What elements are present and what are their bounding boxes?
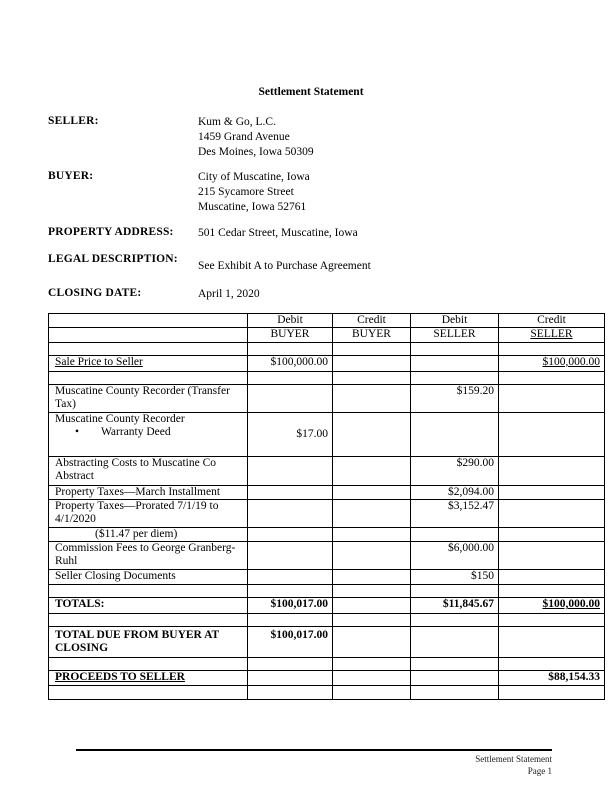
row-label: Sale Price to Seller <box>49 356 248 372</box>
header-buyer-2: BUYER <box>333 328 411 343</box>
table-row <box>49 542 605 570</box>
spacer-cell <box>499 658 605 671</box>
credit-seller-cell <box>499 542 605 570</box>
credit-buyer-cell <box>333 542 411 570</box>
proceeds-empty <box>333 671 411 686</box>
spacer-cell <box>333 585 411 598</box>
row-label: Property Taxes—Prorated 7/1/19 to 4/1/2020 <box>49 500 248 528</box>
spacer-cell <box>499 614 605 627</box>
header-buyer-1: BUYER <box>248 328 333 343</box>
debit-buyer-cell <box>248 486 333 500</box>
row-label: Seller Closing Documents <box>49 570 248 585</box>
spacer-cell <box>499 585 605 598</box>
spacer-cell <box>333 614 411 627</box>
footer-title: Settlement Statement <box>475 754 552 764</box>
spacer-row <box>49 658 605 671</box>
page-footer <box>475 753 552 777</box>
table-row <box>49 356 605 372</box>
table-row <box>49 457 605 486</box>
row-label: ($11.47 per diem) <box>49 528 248 542</box>
debit-seller-cell: $2,094.00 <box>411 486 499 500</box>
debit-buyer-cell: $100,000.00 <box>248 356 333 372</box>
spacer-cell <box>499 686 605 700</box>
credit-buyer-cell <box>333 500 411 528</box>
row-label: Abstracting Costs to Muscatine Co Abstract <box>49 457 248 486</box>
header-seller-1: SELLER <box>411 328 499 343</box>
debit-buyer-cell <box>248 457 333 486</box>
legal-description-label: LEGAL DESCRIPTION: <box>48 253 178 265</box>
buyer-street: 215 Sycamore Street <box>198 186 294 198</box>
seller-value <box>198 115 314 160</box>
table-row <box>49 570 605 585</box>
credit-seller-cell <box>499 486 605 500</box>
buyer-label: BUYER: <box>48 170 94 182</box>
spacer-row <box>49 585 605 598</box>
credit-seller-cell <box>499 413 605 457</box>
bullet-item <box>55 426 243 439</box>
debit-buyer-cell <box>248 500 333 528</box>
spacer-cell <box>248 585 333 598</box>
seller-label: SELLER: <box>48 115 99 127</box>
totals-debit-buyer: $100,017.00 <box>248 598 333 614</box>
debit-buyer-cell <box>248 385 333 413</box>
property-address-value: 501 Cedar Street, Muscatine, Iowa <box>198 227 358 239</box>
spacer-cell <box>499 343 605 356</box>
proceeds-label: PROCEEDS TO SELLER <box>49 671 248 686</box>
debit-buyer-cell <box>248 528 333 542</box>
credit-seller-cell: $100,000.00 <box>499 356 605 372</box>
spacer-cell <box>248 343 333 356</box>
seller-city: Des Moines, Iowa 50309 <box>198 146 314 158</box>
credit-seller-cell <box>499 385 605 413</box>
total-due-debit-buyer: $100,017.00 <box>248 627 333 658</box>
spacer-cell <box>411 343 499 356</box>
header-row-debit-credit <box>49 314 605 328</box>
header-seller-2 <box>499 328 605 343</box>
legal-description-value: See Exhibit A to Purchase Agreement <box>198 260 371 272</box>
row-label: Commission Fees to George Granberg-Ruhl <box>49 542 248 570</box>
debit-buyer-cell <box>248 542 333 570</box>
spacer-cell <box>248 614 333 627</box>
total-due-empty <box>333 627 411 658</box>
buyer-name: City of Muscatine, Iowa <box>198 171 310 183</box>
spacer-cell <box>49 686 248 700</box>
spacer-cell <box>411 585 499 598</box>
total-due-row <box>49 627 605 658</box>
buyer-city: Muscatine, Iowa 52761 <box>198 201 307 213</box>
totals-label: TOTALS: <box>49 598 248 614</box>
spacer-cell <box>411 372 499 385</box>
spacer-cell <box>248 372 333 385</box>
spacer-cell <box>333 343 411 356</box>
spacer-cell <box>248 686 333 700</box>
debit-seller-cell: $150 <box>411 570 499 585</box>
seller-street: 1459 Grand Avenue <box>198 131 290 143</box>
buyer-value <box>198 170 310 215</box>
row-label-cell <box>49 413 248 457</box>
bullet-icon: • <box>75 426 80 438</box>
debit-seller-cell: $3,152.47 <box>411 500 499 528</box>
debit-buyer-cell: $17.00 <box>248 413 333 457</box>
header-row-party <box>49 328 605 343</box>
totals-debit-seller: $11,845.67 <box>411 598 499 614</box>
debit-seller-cell <box>411 356 499 372</box>
header-blank <box>49 314 248 328</box>
totals-credit-buyer <box>333 598 411 614</box>
table-row <box>49 486 605 500</box>
credit-seller-cell <box>499 500 605 528</box>
debit-buyer-cell <box>248 570 333 585</box>
table-row <box>49 385 605 413</box>
spacer-cell <box>411 658 499 671</box>
spacer-cell <box>499 372 605 385</box>
debit-seller-cell <box>411 413 499 457</box>
table-row <box>49 528 605 542</box>
closing-date-label: CLOSING DATE: <box>48 287 142 299</box>
header-credit-buyer: Credit <box>333 314 411 328</box>
debit-seller-cell: $159.20 <box>411 385 499 413</box>
footer-page-number: Page 1 <box>527 766 552 776</box>
proceeds-empty <box>248 671 333 686</box>
debit-seller-cell: $290.00 <box>411 457 499 486</box>
spacer-cell <box>411 614 499 627</box>
spacer-cell <box>49 343 248 356</box>
proceeds-row <box>49 671 605 686</box>
spacer-cell <box>49 585 248 598</box>
spacer-row <box>49 614 605 627</box>
credit-seller-cell <box>499 570 605 585</box>
credit-buyer-cell <box>333 528 411 542</box>
spacer-row <box>49 372 605 385</box>
spacer-cell <box>333 658 411 671</box>
seller-name: Kum & Go, L.C. <box>198 116 276 128</box>
header-blank-2 <box>49 328 248 343</box>
credit-seller-cell <box>499 457 605 486</box>
spacer-cell <box>411 686 499 700</box>
proceeds-credit-seller: $88,154.33 <box>499 671 605 686</box>
spacer-cell <box>333 686 411 700</box>
debit-seller-cell: $6,000.00 <box>411 542 499 570</box>
settlement-table <box>48 313 605 700</box>
total-due-empty <box>411 627 499 658</box>
spacer-cell <box>49 372 248 385</box>
row-label: Muscatine County Recorder <box>55 413 185 425</box>
table-row <box>49 500 605 528</box>
spacer-row <box>49 343 605 356</box>
header-seller-2-text: SELLER <box>530 328 573 340</box>
credit-buyer-cell <box>333 385 411 413</box>
closing-date-value: April 1, 2020 <box>198 288 260 300</box>
header-credit-seller: Credit <box>499 314 605 328</box>
totals-credit-seller: $100,000.00 <box>499 598 605 614</box>
credit-buyer-cell <box>333 356 411 372</box>
total-due-label: TOTAL DUE FROM BUYER AT CLOSING <box>49 627 248 658</box>
row-label: Property Taxes—March Installment <box>49 486 248 500</box>
property-address-label: PROPERTY ADDRESS: <box>48 226 174 238</box>
document-title: Settlement Statement <box>258 86 364 98</box>
total-due-empty <box>499 627 605 658</box>
totals-row <box>49 598 605 614</box>
header-debit-buyer: Debit <box>248 314 333 328</box>
credit-buyer-cell <box>333 413 411 457</box>
spacer-cell <box>333 372 411 385</box>
credit-buyer-cell <box>333 457 411 486</box>
header-debit-seller: Debit <box>411 314 499 328</box>
spacer-cell <box>49 614 248 627</box>
credit-buyer-cell <box>333 486 411 500</box>
bullet-text: Warranty Deed <box>101 426 171 438</box>
proceeds-empty <box>411 671 499 686</box>
credit-buyer-cell <box>333 570 411 585</box>
spacer-cell <box>49 658 248 671</box>
row-label: Muscatine County Recorder (Transfer Tax) <box>49 385 248 413</box>
table-row <box>49 413 605 457</box>
spacer-row <box>49 686 605 700</box>
credit-seller-cell <box>499 528 605 542</box>
footer-divider <box>76 749 552 751</box>
spacer-cell <box>248 658 333 671</box>
debit-seller-cell <box>411 528 499 542</box>
